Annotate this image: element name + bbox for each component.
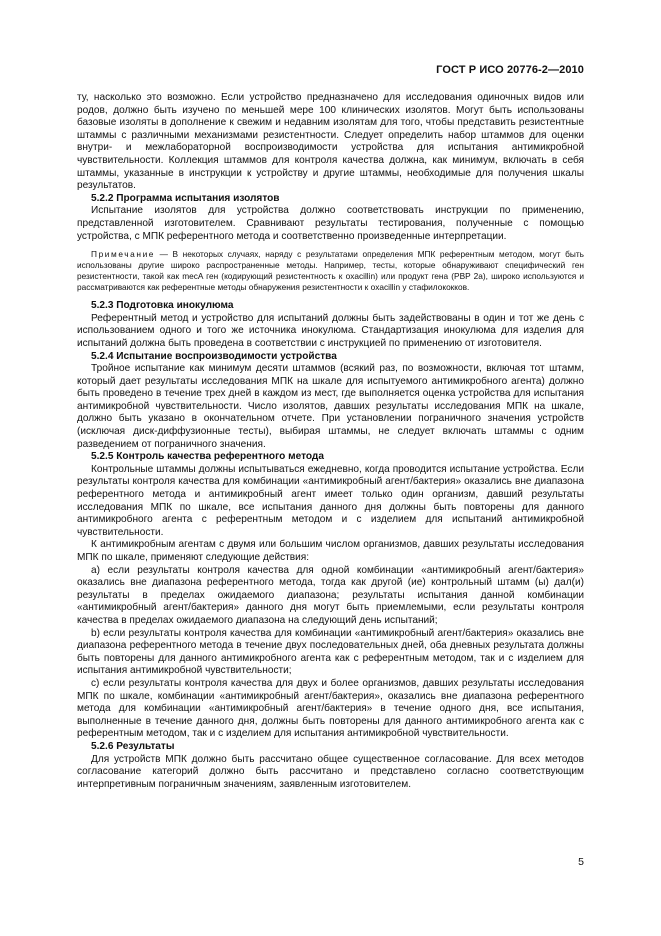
paragraph: К антимикробным агентам с двумя или большим числом организмов, давших результаты исследования МПК по шкале, применяют следующие действия:: [77, 539, 584, 563]
paragraph: Тройное испытание как минимум десяти штаммов (всякий раз, по возможности, включая тот штамм, который дает результаты исследования МПК на шкале для испытуемого антимикробного агента) должно быть проведено в течение трех дней в каждом из мест, где выполняется оценка устройства для испытания антимикробной чувствительности. Число изолятов, давших результаты исследования МПК на шкале, должно быть указано в окончательном отчете. При установлении пограничного значения устройств (исключая диск-диффузионные тесты), выбирая штаммы, не следует включать штаммы с одним разведением от пограничного значения.: [77, 363, 584, 450]
list-item-b: b) если результаты контроля качества для комбинации «антимикробный агент/бактерия» оказались вне диапазона референтного метода в течение двух последовательных дней, оба дневных результата должны быть повторены для данного антимикробного агента как с референтным методом, так и с изделием для испытания антимикробной чувствительности;: [77, 627, 584, 677]
section-heading-5-2-3: 5.2.3 Подготовка инокулюма: [91, 300, 234, 312]
note-label: Примечание: [91, 249, 156, 260]
section-heading-5-2-6: 5.2.6 Результаты: [91, 740, 175, 752]
paragraph-continuation: ту, насколько это возможно. Если устройство предназначено для исследования одиночных видов или родов, должно быть изучено по меньшей мере 100 клинических изолятов. Могут быть использованы базовые изоляты в дополнение к свежим и недавним изолятам для того, чтобы представить резистентные штаммы с различными механизмами резистентности. Следует определить набор штаммов для оценки внутри- и межлабораторной воспроизводимости устройства для испытания антимикробной чувствительности. Коллекция штаммов для контроля качества должна, как минимум, включать в себя штаммы, указанные в инструкции к устройству и другие штаммы, необходимые для получения шкалы результатов.: [77, 92, 584, 192]
paragraph: Референтный метод и устройство для испытаний должны быть задействованы в один и тот же день с использованием одного и того же источника инокулюма. Стандартизация инокулюма для изделия для испытаний должна быть проведена в соответствии с инструкцией по применению от изготовителя.: [77, 312, 584, 349]
paragraph: Испытание изолятов для устройства должно соответствовать инструкции по применению, представленной изготовителем. Сравнивают результаты тестирования, полученные с помощью устройства, с МПК референтного метода и соответственно произведенные интерпретации.: [77, 205, 584, 242]
note-block: [77, 249, 584, 293]
section-heading-5-2-2: 5.2.2 Программа испытания изолятов: [91, 192, 280, 204]
note-text: — В некоторых случаях, наряду с результатами определения МПК референтным методом, могут быть использованы другие широко распространенные методы. Например, тесты, которые обнаруживают специфический ген резистентности, такой как mecA ген (кодирующий резистентность к oxacillin) или продукт гена (PBP 2a), широко используются и рассматриваются как референтные методы обнаружения резистентности к oxacillin у стафилококков.: [77, 249, 584, 293]
section-heading-5-2-4: 5.2.4 Испытание воспроизводимости устройства: [91, 350, 337, 362]
standard-header: ГОСТ Р ИСО 20776-2—2010: [436, 64, 584, 76]
page-number: 5: [578, 856, 584, 868]
page-content: [77, 92, 584, 791]
paragraph: Для устройств МПК должно быть рассчитано общее существенное согласование. Для всех методов согласование категорий должно быть рассчитано и представлено согласно соответствующим интерпретивным пограничным значениям, заявленным изготовителем.: [77, 753, 584, 790]
paragraph: Контрольные штаммы должны испытываться ежедневно, когда проводится испытание устройства. Если результаты контроля качества для комбинации «антимикробный агент/бактерия» оказались вне диапазона референтного метода и антимикробный агент имеет только один организм, давший результаты исследования МПК по шкале, все испытания данного дня должны быть повторены для данного антимикробного агента с референтным методом и с изделием для испытаний антимикробной чувствительности.: [77, 463, 584, 538]
section-heading-5-2-5: 5.2.5 Контроль качества референтного метода: [91, 451, 324, 463]
list-item-c: c) если результаты контроля качества для двух и более организмов, давших результаты исследования МПК по шкале, комбинации «антимикробный агент/бактерия», оказались вне диапазона референтного метода для комбинации «антимикробный агент/бактерия» в течение одного дня, все испытания, выполненные в течение данного дня, должны быть повторены для данного антимикробного агента как с референтным методом, так и с изделием для испытания антимикробной чувствительности.: [77, 677, 584, 740]
list-item-a: a) если результаты контроля качества для одной комбинации «антимикробный агент/бактерия» оказались вне диапазона референтного метода, тогда как другой (ие) контрольный штамм (ы) дал(и) результаты в пределах ожидаемого диапазона; результаты испытания данной комбинации «антимикробный агент/бактерия» данного дня могут быть приемлемыми, если результаты контроля качества в пределах ожидаемого диапазона на следующий день испытаний;: [77, 564, 584, 626]
